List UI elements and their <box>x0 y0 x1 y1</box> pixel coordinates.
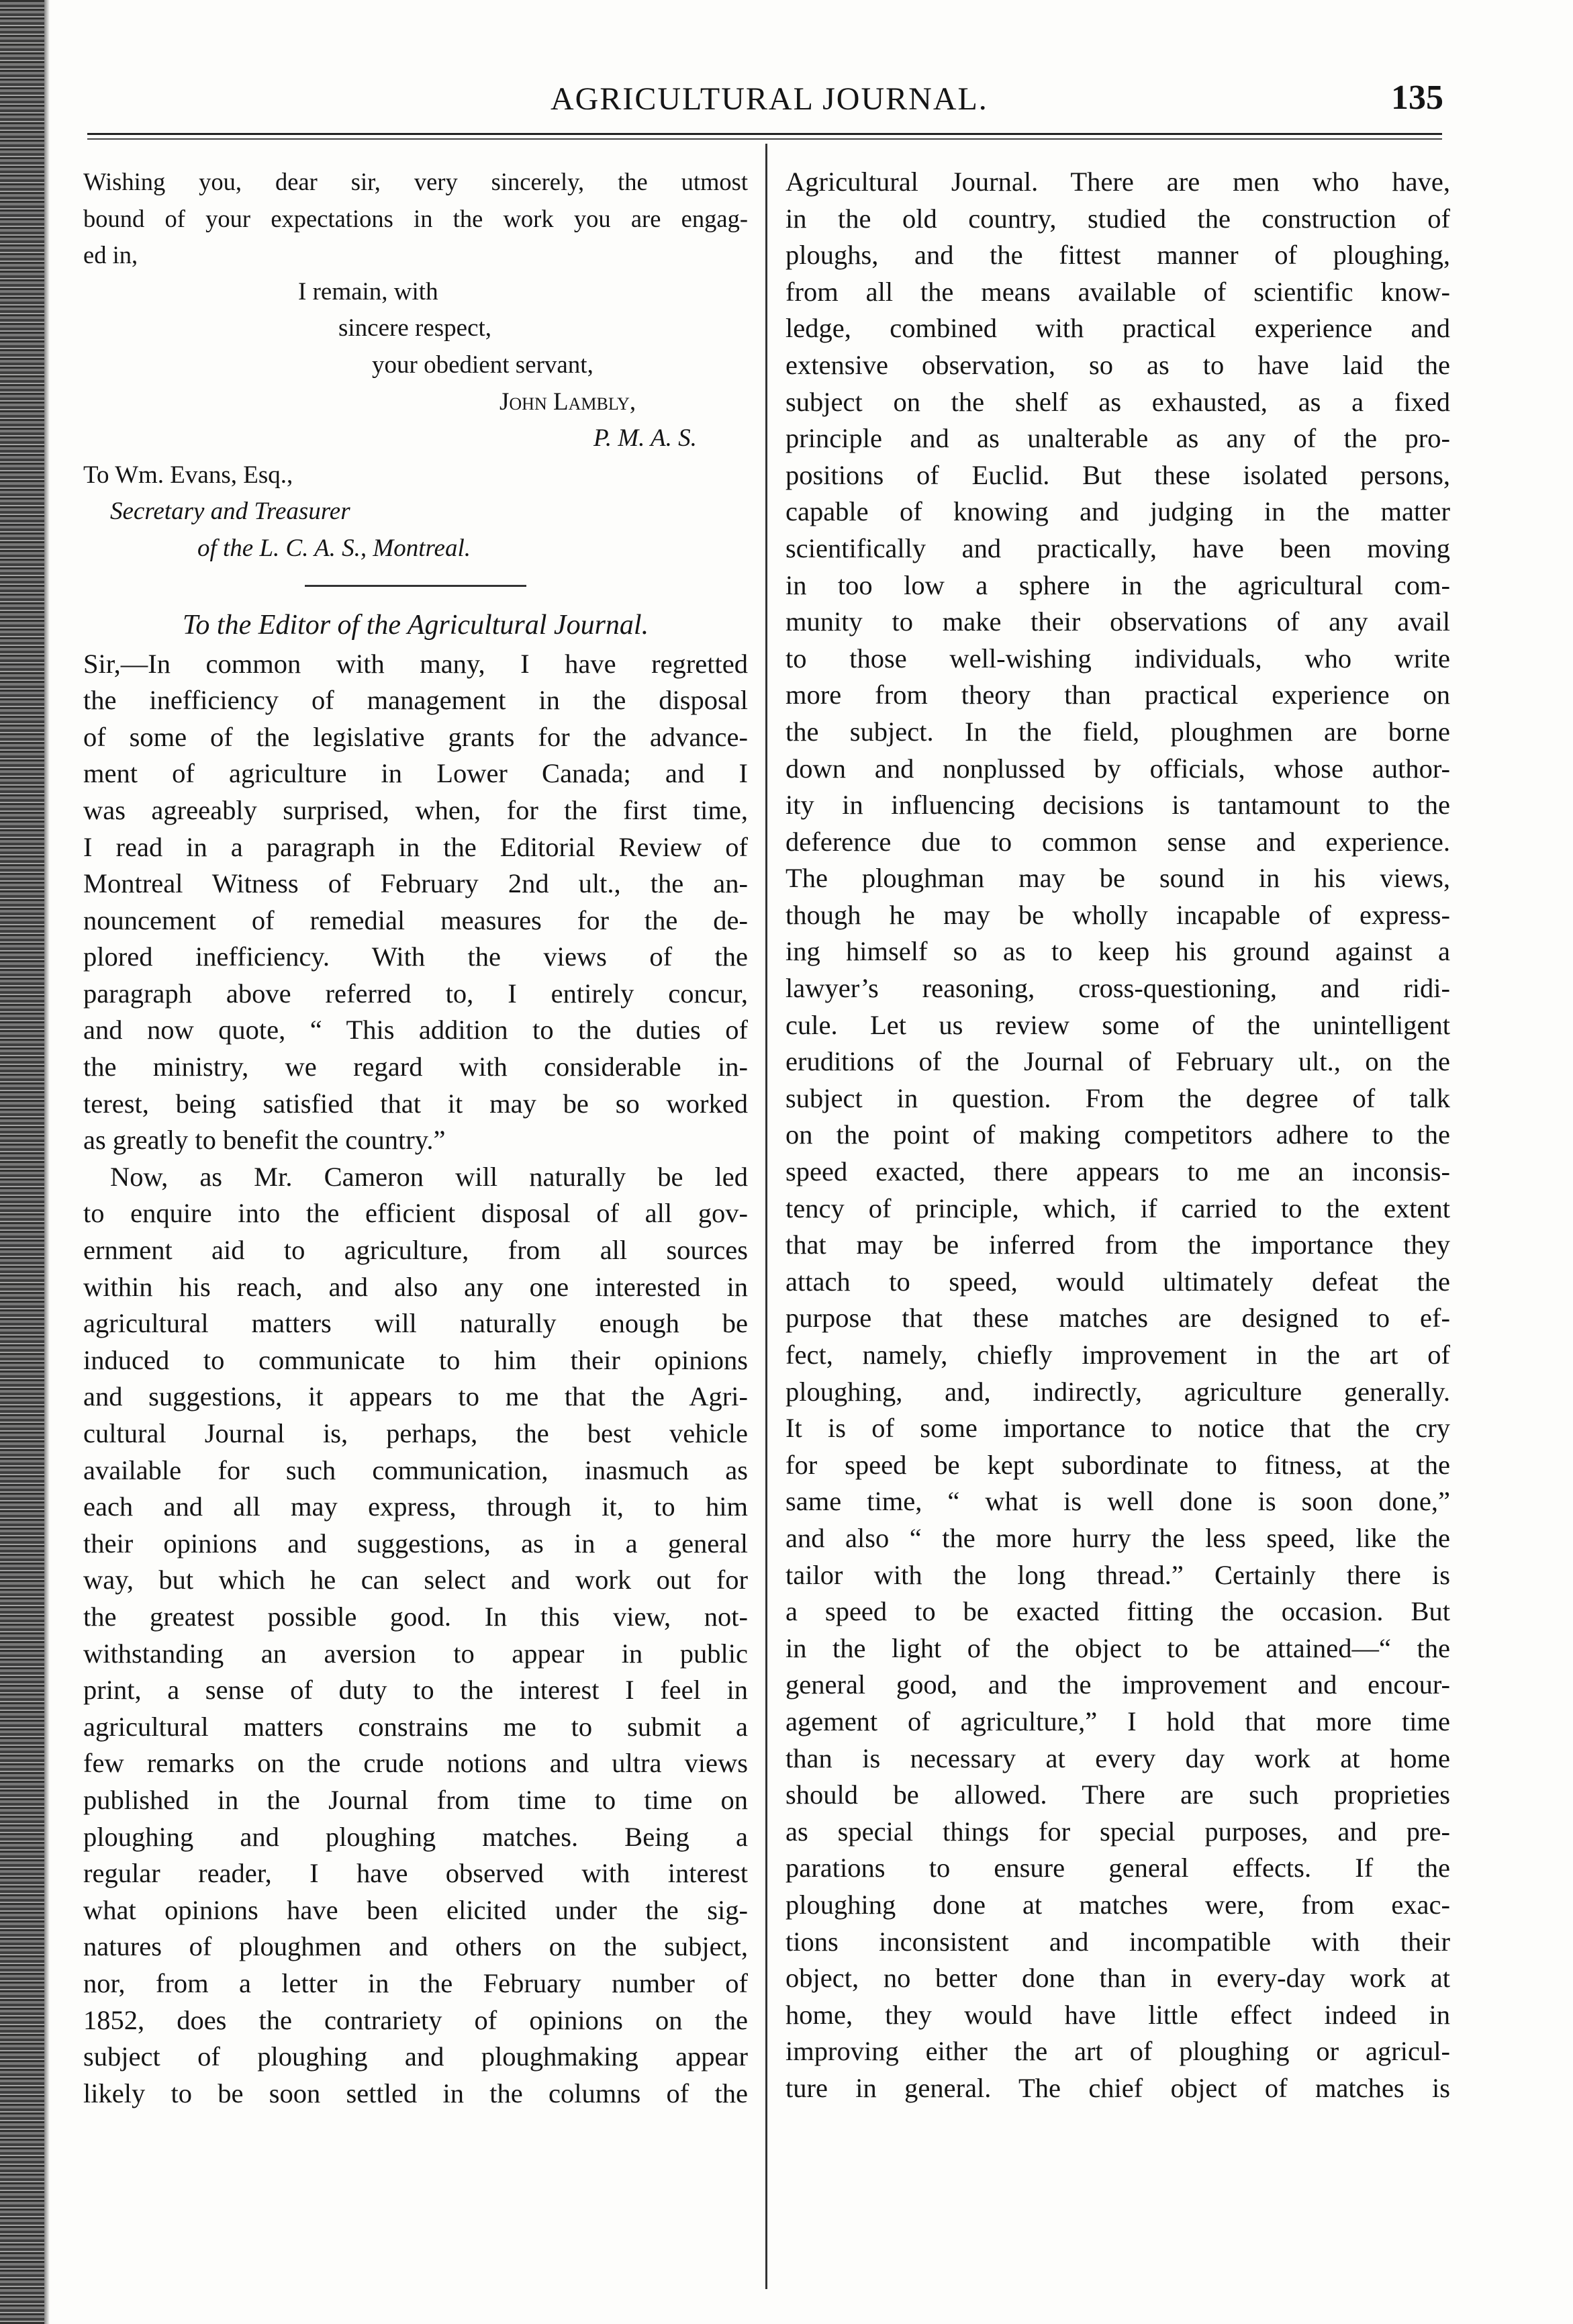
text-line: should be allowed. There are such proprieties <box>785 1779 1450 1810</box>
text-line: than is necessary at every day work at home <box>785 1742 1450 1773</box>
text-line: tency of principle, which, if carried to the extent <box>785 1193 1450 1223</box>
text-line: speed exacted, there appears to me an inconsis- <box>785 1156 1450 1187</box>
text-line: agement of agriculture,” I hold that more time <box>785 1706 1450 1736</box>
text-line: the ministry, we regard with considerable in- <box>83 1052 748 1082</box>
text-line: each and all may express, through it, to him <box>83 1491 748 1522</box>
text-line: cultural Journal is, perhaps, the best vehicle <box>83 1418 748 1448</box>
text-line: few remarks on the crude notions and ultra views <box>83 1748 748 1779</box>
signoff-name: John Lambly, <box>499 387 636 416</box>
text-line: agricultural matters will naturally enough be <box>83 1308 748 1339</box>
text-line: positions of Euclid. But these isolated persons, <box>785 459 1450 490</box>
text-line: same time, “ what is well done is soon done,” <box>785 1486 1450 1517</box>
text-line: regular reader, I have observed with interest <box>83 1858 748 1889</box>
text-line: scientifically and practically, have been moving <box>785 532 1450 563</box>
text-line: within his reach, and also any one interested in <box>83 1271 748 1302</box>
text-line: I read in a paragraph in the Editorial Review of <box>83 831 748 862</box>
signoff-title: P. M. A. S. <box>593 424 697 453</box>
text-line: to enquire into the efficient disposal of all gov- <box>83 1198 748 1229</box>
text-line: attach to speed, would ultimately defeat the <box>785 1266 1450 1297</box>
text-line: down and nonplussed by officials, whose author- <box>785 753 1450 784</box>
page-number: 135 <box>1391 79 1443 117</box>
signoff-line: I remain, with <box>298 277 438 306</box>
running-head <box>0 75 1573 122</box>
text-line: natures of ploughmen and others on the subject, <box>83 1931 748 1962</box>
text-line: extensive observation, so as to have laid the <box>785 349 1450 380</box>
text-line: the greatest possible good. In this view, not- <box>83 1601 748 1632</box>
text-line: was agreeably surprised, when, for the first time, <box>83 794 748 825</box>
running-title: AGRICULTURAL JOURNAL. <box>551 81 988 117</box>
text-line: a speed to be exacted fitting the occasion. But <box>785 1596 1450 1627</box>
text-line: The ploughman may be sound in his views, <box>785 863 1450 894</box>
text-line: Wishing you, dear sir, very sincerely, the utmost <box>83 168 748 195</box>
text-line: of some of the legislative grants for the advance- <box>83 721 748 752</box>
text-line: way, but which he can select and work out for <box>83 1565 748 1595</box>
text-line: and now quote, “ This addition to the duties of <box>83 1015 748 1045</box>
text-line: ed in, <box>83 241 138 269</box>
text-line: subject on the shelf as exhausted, as a fixed <box>785 386 1450 417</box>
page-binding-edge <box>0 0 44 2324</box>
previous-letter-close <box>83 164 748 274</box>
text-line: capable of knowing and judging in the matter <box>785 496 1450 527</box>
text-line: ernment aid to agriculture, from all sources <box>83 1235 748 1266</box>
text-line: for speed be kept subordinate to fitness, at the <box>785 1449 1450 1480</box>
text-line: though he may be wholly incapable of express- <box>785 899 1450 930</box>
text-line: agricultural matters constrains me to submit a <box>83 1711 748 1742</box>
addressee-line: To Wm. Evans, Esq., <box>83 461 293 489</box>
text-line: more from theory than practical experience on <box>785 680 1450 710</box>
text-line: ment of agriculture in Lower Canada; and I <box>83 758 748 789</box>
text-line: paragraph above referred to, I entirely concur, <box>83 978 748 1009</box>
text-line: Montreal Witness of February 2nd ult., the an- <box>83 868 748 899</box>
text-line: in the old country, studied the construction of <box>785 203 1450 234</box>
text-line: plored inefficiency. With the views of the <box>83 941 748 972</box>
text-line: from all the means available of scientific know- <box>785 276 1450 307</box>
left-column <box>83 164 748 2112</box>
addressee-line: of the L. C. A. S., Montreal. <box>197 534 471 562</box>
header-rule <box>87 133 1442 140</box>
text-line: ing himself so as to keep his ground against a <box>785 936 1450 967</box>
text-line: what opinions have been elicited under the sig- <box>83 1894 748 1925</box>
text-line: print, a sense of duty to the interest I feel in <box>83 1675 748 1706</box>
text-line: in the light of the object to be attained—“ the <box>785 1632 1450 1663</box>
section-divider <box>305 585 526 587</box>
text-line: on the point of making competitors adhere to the <box>785 1119 1450 1150</box>
text-line: withstanding an aversion to appear in public <box>83 1638 748 1669</box>
text-line: ity in influencing decisions is tantamount to the <box>785 790 1450 821</box>
text-line: bound of your expectations in the work you are engag- <box>83 204 748 232</box>
signoff-line: sincere respect, <box>338 314 492 342</box>
addressee <box>83 457 748 567</box>
text-line: improving either the art of ploughing or agricul- <box>785 2036 1450 2067</box>
text-line: home, they would have little effect indeed in <box>785 1999 1450 2030</box>
signoff-line: your obedient servant, <box>372 351 593 379</box>
paragraph <box>83 646 748 1159</box>
text-line: general good, and the improvement and encour- <box>785 1669 1450 1700</box>
text-line: Now, as Mr. Cameron will naturally be led <box>110 1161 748 1192</box>
text-line: parations to ensure general effects. If the <box>785 1853 1450 1884</box>
text-line: tions inconsistent and incompatible with their <box>785 1926 1450 1957</box>
signoff <box>83 274 748 457</box>
text-line: the inefficiency of management in the disposal <box>83 685 748 716</box>
text-line: ploughing and ploughing matches. Being a <box>83 1821 748 1852</box>
text-line: cule. Let us review some of the unintelligent <box>785 1009 1450 1040</box>
text-line: terest, being satisfied that it may be so worked <box>83 1088 748 1119</box>
letter-heading: To the Editor of the Agricultural Journal. <box>182 609 649 641</box>
text-line: ploughing, and, indirectly, agriculture generally. <box>785 1376 1450 1407</box>
text-line: fect, namely, chiefly improvement in the art of <box>785 1340 1450 1370</box>
column-divider <box>765 144 767 2289</box>
paragraph <box>785 164 1450 2106</box>
text-line: nor, from a letter in the February number of <box>83 1967 748 1998</box>
text-line: as special things for special purposes, and pre- <box>785 1816 1450 1847</box>
text-line: lawyer’s reasoning, cross-questioning, and ridi- <box>785 973 1450 1004</box>
text-line: It is of some importance to notice that the cry <box>785 1413 1450 1444</box>
paragraph <box>83 1159 748 2112</box>
text-line: the subject. In the field, ploughmen are borne <box>785 716 1450 747</box>
text-line: ture in general. The chief object of matches is <box>785 2072 1450 2103</box>
text-line: ploughs, and the fittest manner of ploughing, <box>785 240 1450 271</box>
text-line: object, no better done than in every-day work at <box>785 1963 1450 1994</box>
text-line: subject in question. From the degree of talk <box>785 1082 1450 1113</box>
text-line: deference due to common sense and experience. <box>785 826 1450 857</box>
text-line: available for such communication, inasmuch as <box>83 1454 748 1485</box>
text-line: published in the Journal from time to time on <box>83 1784 748 1815</box>
text-line: ledge, combined with practical experience and <box>785 313 1450 344</box>
text-line: and also “ the more hurry the less speed, like the <box>785 1522 1450 1553</box>
text-line: that may be inferred from the importance they <box>785 1229 1450 1260</box>
text-line: to those well-wishing individuals, who write <box>785 643 1450 673</box>
text-line: Agricultural Journal. There are men who have, <box>785 167 1450 197</box>
text-line: Sir,—In common with many, I have regretted <box>83 648 748 679</box>
right-column <box>785 164 1450 2106</box>
text-line: and suggestions, it appears to me that the Agri- <box>83 1381 748 1412</box>
text-line: induced to communicate to him their opinions <box>83 1344 748 1375</box>
text-line: purpose that these matches are designed to ef- <box>785 1303 1450 1334</box>
text-line: ploughing done at matches were, from exac- <box>785 1889 1450 1920</box>
text-line: munity to make their observations of any avail <box>785 606 1450 637</box>
text-line: likely to be soon settled in the columns of the <box>83 2078 748 2108</box>
text-line: 1852, does the contrariety of opinions on the <box>83 2004 748 2035</box>
text-line: nouncement of remedial measures for the de- <box>83 904 748 935</box>
addressee-line: Secretary and Treasurer <box>110 498 350 526</box>
text-line: principle and as unalterable as any of the pro- <box>785 423 1450 454</box>
text-line: in too low a sphere in the agricultural com- <box>785 569 1450 600</box>
text-line: subject of ploughing and ploughmaking appear <box>83 2041 748 2072</box>
text-line: eruditions of the Journal of February ult., on the <box>785 1046 1450 1077</box>
text-line: their opinions and suggestions, as in a general <box>83 1528 748 1559</box>
text-line: as greatly to benefit the country.” <box>83 1125 446 1156</box>
text-line: tailor with the long thread.” Certainly there is <box>785 1559 1450 1590</box>
